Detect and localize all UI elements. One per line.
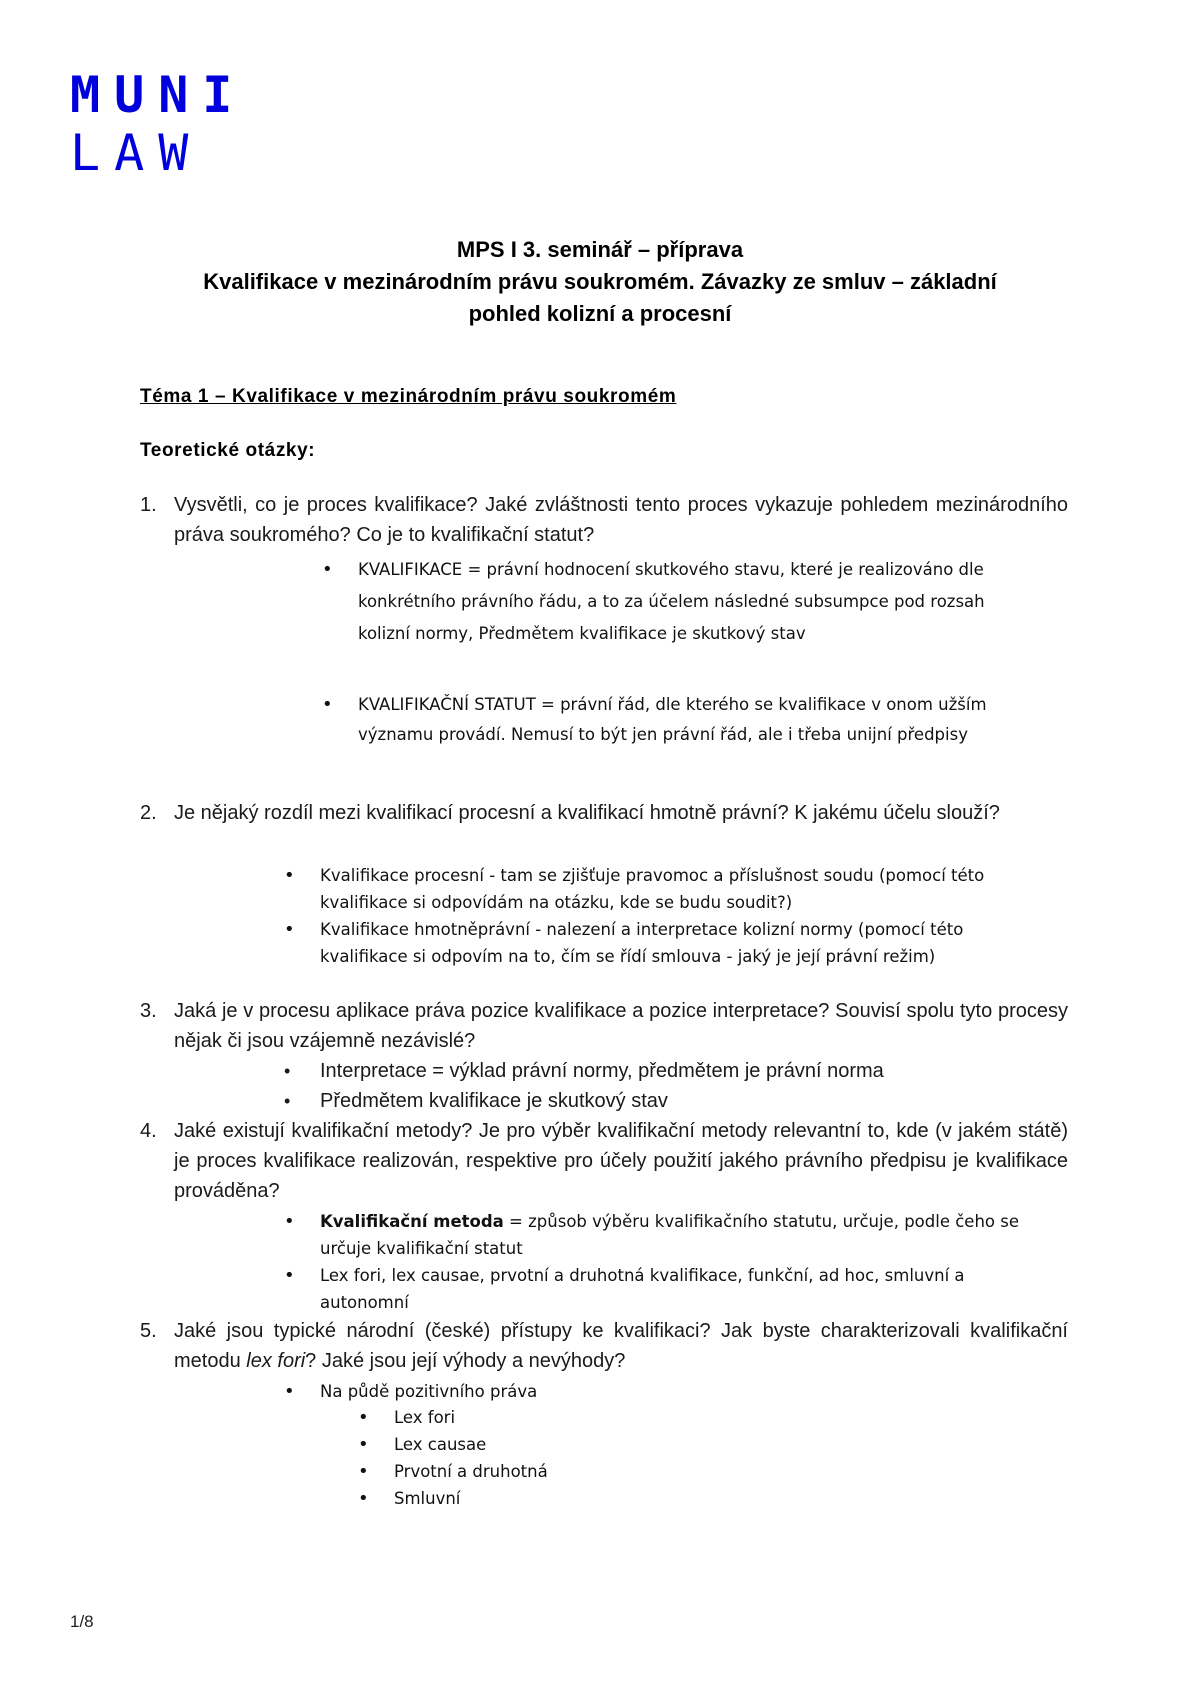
question-number: 1. — [140, 494, 157, 516]
question-number: 4. — [140, 1120, 157, 1142]
question-text: Je nějaký rozdíl mezi kvalifikací procesní a kvalifikací hmotně právní? K jakému účelu slouží? — [174, 802, 1000, 824]
question-4 — [140, 1116, 1068, 1206]
page-number: 1/8 — [70, 1612, 94, 1631]
bullet-item: • KVALIFIKACE = právní hodnocení skutkového stavu, které je realizováno dle konkrétního právního řádu, a to za účelem následné subsumpce pod rozsah kolizní normy, Předmětem kvalifikace je skutkový stav — [358, 554, 985, 650]
bullet-item: • Lex fori, lex causae, prvotní a druhotná kvalifikace, funkční, ad hoc, smluvní a autonomní — [320, 1262, 965, 1316]
bullet-icon: • — [284, 1091, 291, 1111]
title-line-1: MPS I 3. seminář – příprava — [456, 237, 744, 262]
title-line-3: pohled kolizní a procesní — [468, 301, 732, 326]
sub-bullet-item: • Smluvní — [394, 1485, 460, 1512]
question-number: 2. — [140, 802, 157, 824]
sub-bullet-item: • Prvotní a druhotná — [394, 1458, 548, 1485]
bullet-item: • Předmětem kvalifikace je skutkový stav — [320, 1086, 668, 1116]
bullet-icon: • — [284, 1381, 295, 1402]
section-subheading: Teoretické otázky: — [140, 440, 316, 461]
bullet-item: • KVALIFIKAČNÍ STATUT = právní řád, dle kterého se kvalifikace v onom užším významu provádí. Nemusí to být jen právní řád, ale i třeba unijní předpisy — [358, 690, 987, 750]
bullet-icon: • — [358, 1488, 369, 1509]
bullet-item: • Kvalifikační metoda = způsob výběru kvalifikačního statutu, určuje, podle čeho se určuje kvalifikační statut — [320, 1208, 1019, 1262]
logo-line-2: LAW — [70, 124, 203, 182]
bullet-icon: • — [284, 1265, 295, 1286]
bullet-icon: • — [322, 559, 333, 580]
question-1 — [140, 490, 1068, 550]
question-text: Vysvětli, co je proces kvalifikace? Jaké zvláštnosti tento proces vykazuje pohledem mezinárodního práva soukromého? Co je to kvalifikační statut? — [174, 494, 1068, 546]
question-text: Jaká je v procesu aplikace práva pozice kvalifikace a pozice interpretace? Souvisí spolu tyto procesy nějak či jsou vzájemně nezávislé? — [174, 1000, 1068, 1052]
bullet-item: • Na půdě pozitivního práva — [320, 1378, 537, 1405]
question-3 — [140, 996, 1068, 1056]
title-line-2: Kvalifikace v mezinárodním právu soukromém. Závazky ze smluv – základní — [203, 269, 997, 294]
bullet-icon: • — [358, 1461, 369, 1482]
bullet-icon: • — [284, 1061, 291, 1081]
question-text: Jaké existují kvalifikační metody? Je pro výběr kvalifikační metody relevantní to, kde (v jakém státě) je proces kvalifikace realizován, respektive pro účely použití jakého právního předpisu je kvalifikace prováděna? — [174, 1120, 1068, 1202]
logo-line-1: MUNI — [70, 66, 247, 124]
document-title — [140, 234, 1060, 330]
muni-law-logo — [70, 66, 246, 182]
bullet-item: • Kvalifikace hmotněprávní - nalezení a interpretace kolizní normy (pomocí této kvalifikace si odpovím na to, čím se řídí smlouva - jaký je její právní režim) — [320, 916, 963, 970]
bullet-item: • Kvalifikace procesní - tam se zjišťuje pravomoc a příslušnost soudu (pomocí této kvalifikace si odpovídám na otázku, kde se budu soudit?) — [320, 862, 984, 916]
question-number: 3. — [140, 1000, 157, 1022]
question-5 — [140, 1316, 1068, 1376]
bullet-icon: • — [358, 1407, 369, 1428]
bullet-icon: • — [358, 1434, 369, 1455]
question-text: Jaké jsou typické národní (české) přístupy ke kvalifikaci? Jak byste charakterizovali kvalifikační metodu lex fori? Jaké jsou její výhody a nevýhody? — [174, 1320, 1068, 1372]
sub-bullet-item: • Lex fori — [394, 1404, 455, 1431]
bullet-icon: • — [284, 865, 295, 886]
bullet-item: • Interpretace = výklad právní normy, předmětem je právní norma — [320, 1056, 884, 1086]
question-number: 5. — [140, 1320, 157, 1342]
bullet-icon: • — [284, 1211, 295, 1232]
bullet-icon: • — [322, 694, 333, 715]
sub-bullet-item: • Lex causae — [394, 1431, 486, 1458]
bullet-icon: • — [284, 919, 295, 940]
theme-heading: Téma 1 – Kvalifikace v mezinárodním právu soukromém — [140, 386, 677, 407]
question-2 — [140, 798, 1068, 828]
